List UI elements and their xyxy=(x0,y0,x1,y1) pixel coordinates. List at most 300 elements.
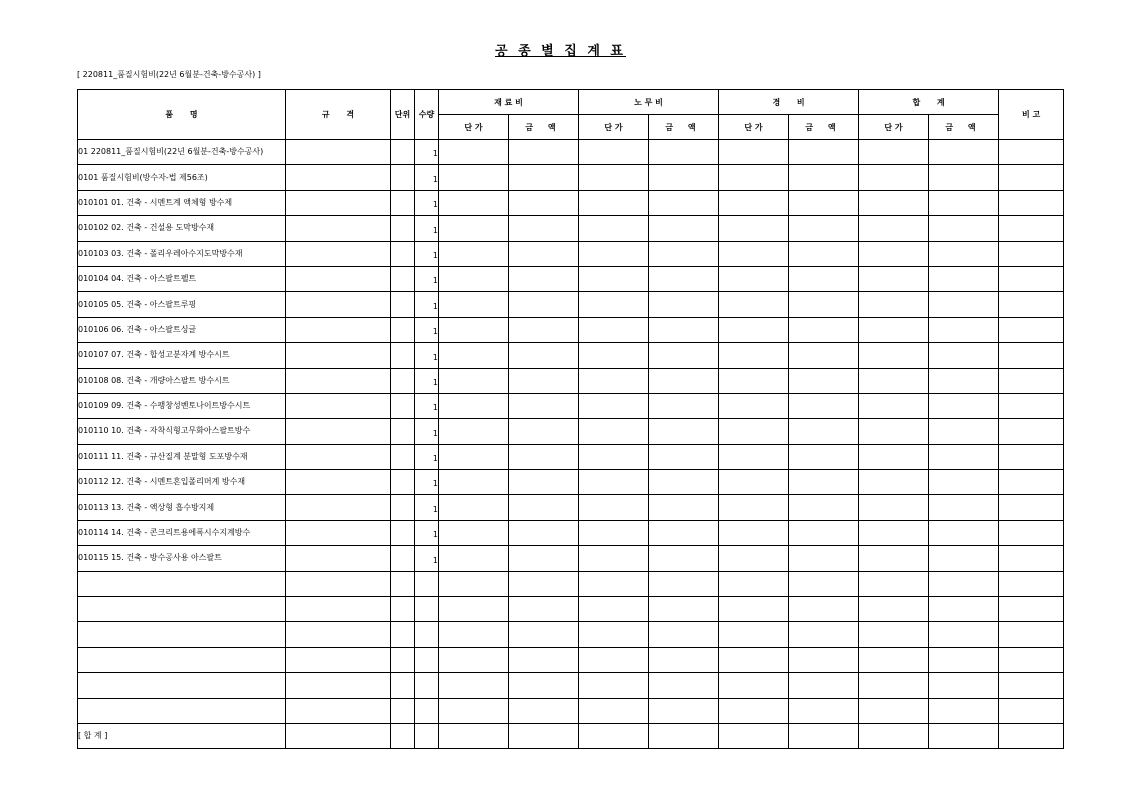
total-amount-cell xyxy=(929,190,999,215)
labor-amount-cell xyxy=(649,571,719,596)
quantity-value: 1 xyxy=(432,555,438,565)
expense-amount-cell xyxy=(789,266,859,291)
quantity-cell xyxy=(415,495,439,520)
remark-cell xyxy=(999,520,1064,545)
labor-amount-cell xyxy=(649,520,719,545)
quantity-value: 1 xyxy=(432,428,438,438)
labor-unit-price-cell xyxy=(579,673,649,698)
remark-cell xyxy=(999,597,1064,622)
quantity-cell xyxy=(415,597,439,622)
summary-table xyxy=(77,89,1064,749)
material-unit-price-cell xyxy=(439,495,509,520)
unit-cell xyxy=(391,622,415,647)
expense-amount-cell xyxy=(789,165,859,190)
table-row xyxy=(78,317,1064,342)
labor-amount-cell xyxy=(649,266,719,291)
expense-amount-cell xyxy=(789,368,859,393)
unit-cell xyxy=(391,343,415,368)
expense-unit-price-cell xyxy=(719,495,789,520)
total-amount-cell xyxy=(929,266,999,291)
total-amount-cell xyxy=(929,546,999,571)
total-amount-cell xyxy=(929,647,999,672)
item-name-cell: 010109 09. 건축 - 수팽창성벤토나이트방수시트 xyxy=(78,393,286,418)
total-amount-cell xyxy=(929,292,999,317)
header-material: 재 료 비 xyxy=(439,90,579,115)
expense-unit-price-cell xyxy=(719,419,789,444)
spec-cell xyxy=(286,470,391,495)
total-amount-cell xyxy=(929,216,999,241)
header-total-unit-price: 단 가 xyxy=(859,115,929,140)
quantity-cell xyxy=(415,165,439,190)
total-amount-cell xyxy=(929,673,999,698)
material-unit-price-cell xyxy=(439,140,509,165)
item-name-cell: 010104 04. 건축 - 아스팔트펠트 xyxy=(78,266,286,291)
total-amount-cell xyxy=(929,368,999,393)
labor-amount-cell xyxy=(649,495,719,520)
material-unit-price-cell xyxy=(439,343,509,368)
quantity-cell xyxy=(415,698,439,723)
quantity-cell xyxy=(415,343,439,368)
unit-cell xyxy=(391,597,415,622)
total-amount-cell xyxy=(929,241,999,266)
unit-cell xyxy=(391,241,415,266)
expense-unit-price-cell xyxy=(719,266,789,291)
table-row xyxy=(78,292,1064,317)
spec-cell xyxy=(286,571,391,596)
labor-amount-cell xyxy=(649,444,719,469)
item-name-cell xyxy=(78,571,286,596)
item-name-cell xyxy=(78,622,286,647)
expense-amount-cell xyxy=(789,216,859,241)
expense-amount-cell xyxy=(789,647,859,672)
quantity-value: 1 xyxy=(432,225,438,235)
labor-unit-price-cell xyxy=(579,520,649,545)
total-amount-cell xyxy=(929,597,999,622)
expense-unit-price-cell xyxy=(719,647,789,672)
expense-amount-cell xyxy=(789,444,859,469)
table-row xyxy=(78,470,1064,495)
item-name-cell: 010112 12. 건축 - 시멘트혼입폴리머계 방수재 xyxy=(78,470,286,495)
expense-unit-price-cell xyxy=(719,597,789,622)
quantity-cell xyxy=(415,419,439,444)
labor-amount-cell xyxy=(649,140,719,165)
item-name-cell: [ 합 계 ] xyxy=(78,723,286,748)
header-material-amount: 금 액 xyxy=(509,115,579,140)
quantity-value: 1 xyxy=(432,530,438,540)
quantity-cell xyxy=(415,292,439,317)
material-unit-price-cell xyxy=(439,216,509,241)
material-amount-cell xyxy=(509,292,579,317)
unit-cell xyxy=(391,216,415,241)
remark-cell xyxy=(999,165,1064,190)
labor-amount-cell xyxy=(649,317,719,342)
expense-amount-cell xyxy=(789,343,859,368)
remark-cell xyxy=(999,495,1064,520)
item-name-cell: 010114 14. 건축 - 콘크리트용에폭시수지계방수 xyxy=(78,520,286,545)
material-amount-cell xyxy=(509,165,579,190)
expense-unit-price-cell xyxy=(719,571,789,596)
document-subtitle: [ 220811_품질시험비(22년 6월분-건축-방수공사) ] xyxy=(77,70,261,79)
labor-unit-price-cell xyxy=(579,165,649,190)
material-amount-cell xyxy=(509,698,579,723)
total-unit-price-cell xyxy=(859,546,929,571)
total-unit-price-cell xyxy=(859,495,929,520)
table-row xyxy=(78,216,1064,241)
unit-cell xyxy=(391,292,415,317)
spec-cell xyxy=(286,419,391,444)
spec-cell xyxy=(286,546,391,571)
header-labor-unit-price: 단 가 xyxy=(579,115,649,140)
spec-cell xyxy=(286,495,391,520)
labor-amount-cell xyxy=(649,241,719,266)
item-name-cell: 010113 13. 건축 - 액상형 흡수방지제 xyxy=(78,495,286,520)
expense-amount-cell xyxy=(789,470,859,495)
labor-amount-cell xyxy=(649,673,719,698)
labor-unit-price-cell xyxy=(579,546,649,571)
total-amount-cell xyxy=(929,343,999,368)
labor-unit-price-cell xyxy=(579,698,649,723)
total-amount-cell xyxy=(929,393,999,418)
table-row xyxy=(78,571,1064,596)
expense-unit-price-cell xyxy=(719,368,789,393)
quantity-cell xyxy=(415,140,439,165)
material-unit-price-cell xyxy=(439,292,509,317)
material-amount-cell xyxy=(509,140,579,165)
unit-cell xyxy=(391,140,415,165)
quantity-value: 1 xyxy=(432,174,438,184)
table-row xyxy=(78,673,1064,698)
total-amount-cell xyxy=(929,470,999,495)
total-amount-cell xyxy=(929,317,999,342)
total-unit-price-cell xyxy=(859,165,929,190)
quantity-cell xyxy=(415,241,439,266)
material-amount-cell xyxy=(509,647,579,672)
total-unit-price-cell xyxy=(859,723,929,748)
unit-cell xyxy=(391,495,415,520)
total-unit-price-cell xyxy=(859,673,929,698)
unit-cell xyxy=(391,647,415,672)
material-unit-price-cell xyxy=(439,520,509,545)
header-unit: 단위 xyxy=(391,90,415,140)
material-amount-cell xyxy=(509,520,579,545)
quantity-cell xyxy=(415,647,439,672)
expense-unit-price-cell xyxy=(719,470,789,495)
material-amount-cell xyxy=(509,622,579,647)
expense-unit-price-cell xyxy=(719,343,789,368)
labor-unit-price-cell xyxy=(579,266,649,291)
table-row xyxy=(78,622,1064,647)
material-unit-price-cell xyxy=(439,647,509,672)
material-unit-price-cell xyxy=(439,368,509,393)
material-amount-cell xyxy=(509,419,579,444)
table-row xyxy=(78,343,1064,368)
spec-cell xyxy=(286,597,391,622)
total-amount-cell xyxy=(929,140,999,165)
remark-cell xyxy=(999,368,1064,393)
total-unit-price-cell xyxy=(859,520,929,545)
remark-cell xyxy=(999,140,1064,165)
total-amount-cell xyxy=(929,622,999,647)
material-amount-cell xyxy=(509,343,579,368)
labor-amount-cell xyxy=(649,190,719,215)
unit-cell xyxy=(391,419,415,444)
unit-cell xyxy=(391,165,415,190)
expense-amount-cell xyxy=(789,698,859,723)
total-unit-price-cell xyxy=(859,444,929,469)
labor-unit-price-cell xyxy=(579,419,649,444)
remark-cell xyxy=(999,216,1064,241)
labor-amount-cell xyxy=(649,698,719,723)
total-unit-price-cell xyxy=(859,190,929,215)
material-unit-price-cell xyxy=(439,165,509,190)
total-amount-cell xyxy=(929,520,999,545)
table-body xyxy=(78,140,1064,749)
remark-cell xyxy=(999,546,1064,571)
total-unit-price-cell xyxy=(859,140,929,165)
expense-amount-cell xyxy=(789,292,859,317)
expense-unit-price-cell xyxy=(719,723,789,748)
material-amount-cell xyxy=(509,266,579,291)
expense-unit-price-cell xyxy=(719,393,789,418)
quantity-cell xyxy=(415,317,439,342)
quantity-cell xyxy=(415,190,439,215)
expense-amount-cell xyxy=(789,140,859,165)
labor-amount-cell xyxy=(649,216,719,241)
remark-cell xyxy=(999,470,1064,495)
labor-amount-cell xyxy=(649,292,719,317)
labor-unit-price-cell xyxy=(579,647,649,672)
unit-cell xyxy=(391,571,415,596)
material-amount-cell xyxy=(509,393,579,418)
total-amount-cell xyxy=(929,444,999,469)
material-unit-price-cell xyxy=(439,673,509,698)
total-unit-price-cell xyxy=(859,343,929,368)
unit-cell xyxy=(391,470,415,495)
header-labor-amount: 금 액 xyxy=(649,115,719,140)
item-name-cell xyxy=(78,647,286,672)
material-amount-cell xyxy=(509,495,579,520)
labor-unit-price-cell xyxy=(579,292,649,317)
material-unit-price-cell xyxy=(439,393,509,418)
material-amount-cell xyxy=(509,597,579,622)
remark-cell xyxy=(999,698,1064,723)
material-unit-price-cell xyxy=(439,597,509,622)
table-row xyxy=(78,698,1064,723)
spec-cell xyxy=(286,647,391,672)
total-unit-price-cell xyxy=(859,393,929,418)
quantity-value: 1 xyxy=(432,200,438,210)
item-name-cell: 010107 07. 건축 - 합성고분자계 방수시트 xyxy=(78,343,286,368)
labor-amount-cell xyxy=(649,723,719,748)
table-row xyxy=(78,140,1064,165)
quantity-cell xyxy=(415,216,439,241)
unit-cell xyxy=(391,546,415,571)
table-row xyxy=(78,647,1064,672)
labor-amount-cell xyxy=(649,393,719,418)
expense-amount-cell xyxy=(789,419,859,444)
expense-unit-price-cell xyxy=(719,165,789,190)
total-unit-price-cell xyxy=(859,292,929,317)
header-remark: 비 고 xyxy=(999,90,1064,140)
spec-cell xyxy=(286,622,391,647)
remark-cell xyxy=(999,190,1064,215)
labor-amount-cell xyxy=(649,647,719,672)
expense-unit-price-cell xyxy=(719,444,789,469)
spec-cell xyxy=(286,368,391,393)
labor-unit-price-cell xyxy=(579,190,649,215)
item-name-cell: 010103 03. 건축 - 폴리우레아수지도막방수재 xyxy=(78,241,286,266)
remark-cell xyxy=(999,317,1064,342)
page-title: 공 종 별 집 계 표 xyxy=(495,44,626,59)
header-material-unit-price: 단 가 xyxy=(439,115,509,140)
spec-cell xyxy=(286,140,391,165)
quantity-cell xyxy=(415,520,439,545)
total-unit-price-cell xyxy=(859,597,929,622)
labor-unit-price-cell xyxy=(579,597,649,622)
quantity-cell xyxy=(415,546,439,571)
spec-cell xyxy=(286,520,391,545)
quantity-value: 1 xyxy=(432,327,438,337)
expense-unit-price-cell xyxy=(719,698,789,723)
labor-unit-price-cell xyxy=(579,393,649,418)
item-name-cell: 010102 02. 건축 - 건설용 도막방수재 xyxy=(78,216,286,241)
expense-amount-cell xyxy=(789,571,859,596)
table-row xyxy=(78,241,1064,266)
item-name-cell xyxy=(78,673,286,698)
header-spec: 규 격 xyxy=(286,90,391,140)
material-amount-cell xyxy=(509,571,579,596)
labor-amount-cell xyxy=(649,165,719,190)
quantity-value: 1 xyxy=(432,479,438,489)
header-name: 품 명 xyxy=(78,90,286,140)
header-labor: 노 무 비 xyxy=(579,90,719,115)
labor-unit-price-cell xyxy=(579,571,649,596)
unit-cell xyxy=(391,444,415,469)
material-unit-price-cell xyxy=(439,723,509,748)
quantity-value: 1 xyxy=(432,250,438,260)
labor-amount-cell xyxy=(649,419,719,444)
material-amount-cell xyxy=(509,216,579,241)
expense-unit-price-cell xyxy=(719,673,789,698)
unit-cell xyxy=(391,520,415,545)
material-amount-cell xyxy=(509,546,579,571)
spec-cell xyxy=(286,241,391,266)
table-row xyxy=(78,495,1064,520)
header-expense-unit-price: 단 가 xyxy=(719,115,789,140)
quantity-value: 1 xyxy=(432,352,438,362)
total-unit-price-cell xyxy=(859,647,929,672)
table-row xyxy=(78,723,1064,748)
labor-unit-price-cell xyxy=(579,140,649,165)
table-row xyxy=(78,165,1064,190)
total-unit-price-cell xyxy=(859,419,929,444)
total-amount-cell xyxy=(929,698,999,723)
total-unit-price-cell xyxy=(859,571,929,596)
quantity-cell xyxy=(415,571,439,596)
item-name-cell: 01 220811_품질시험비(22년 6월분-건축-방수공사) xyxy=(78,140,286,165)
material-unit-price-cell xyxy=(439,190,509,215)
item-name-cell xyxy=(78,597,286,622)
quantity-cell xyxy=(415,266,439,291)
unit-cell xyxy=(391,698,415,723)
material-unit-price-cell xyxy=(439,470,509,495)
remark-cell xyxy=(999,343,1064,368)
spec-cell xyxy=(286,673,391,698)
remark-cell xyxy=(999,444,1064,469)
labor-unit-price-cell xyxy=(579,343,649,368)
labor-amount-cell xyxy=(649,546,719,571)
table-row xyxy=(78,444,1064,469)
unit-cell xyxy=(391,190,415,215)
material-unit-price-cell xyxy=(439,241,509,266)
unit-cell xyxy=(391,673,415,698)
expense-unit-price-cell xyxy=(719,241,789,266)
quantity-cell xyxy=(415,673,439,698)
expense-amount-cell xyxy=(789,622,859,647)
spec-cell xyxy=(286,266,391,291)
quantity-cell xyxy=(415,393,439,418)
header-expense-amount: 금 액 xyxy=(789,115,859,140)
item-name-cell: 010108 08. 건축 - 개량아스팔트 방수시트 xyxy=(78,368,286,393)
expense-amount-cell xyxy=(789,673,859,698)
expense-unit-price-cell xyxy=(719,622,789,647)
header-expense: 경 비 xyxy=(719,90,859,115)
total-amount-cell xyxy=(929,419,999,444)
total-amount-cell xyxy=(929,495,999,520)
remark-cell xyxy=(999,266,1064,291)
expense-amount-cell xyxy=(789,495,859,520)
spec-cell xyxy=(286,393,391,418)
material-amount-cell xyxy=(509,317,579,342)
labor-unit-price-cell xyxy=(579,622,649,647)
expense-unit-price-cell xyxy=(719,520,789,545)
header-total-amount: 금 액 xyxy=(929,115,999,140)
header-qty: 수량 xyxy=(415,90,439,140)
labor-unit-price-cell xyxy=(579,444,649,469)
expense-amount-cell xyxy=(789,393,859,418)
table-row xyxy=(78,190,1064,215)
item-name-cell: 010115 15. 건축 - 방수공사용 아스팔트 xyxy=(78,546,286,571)
expense-unit-price-cell xyxy=(719,190,789,215)
labor-amount-cell xyxy=(649,368,719,393)
quantity-cell xyxy=(415,470,439,495)
expense-unit-price-cell xyxy=(719,292,789,317)
quantity-cell xyxy=(415,368,439,393)
expense-unit-price-cell xyxy=(719,140,789,165)
item-name-cell: 010105 05. 건축 - 아스팔트루핑 xyxy=(78,292,286,317)
total-unit-price-cell xyxy=(859,368,929,393)
item-name-cell: 010110 10. 건축 - 자착식형고무화아스팔트방수 xyxy=(78,419,286,444)
material-amount-cell xyxy=(509,723,579,748)
labor-amount-cell xyxy=(649,470,719,495)
expense-amount-cell xyxy=(789,241,859,266)
item-name-cell xyxy=(78,698,286,723)
remark-cell xyxy=(999,673,1064,698)
table-row xyxy=(78,266,1064,291)
labor-amount-cell xyxy=(649,343,719,368)
material-amount-cell xyxy=(509,444,579,469)
table-row xyxy=(78,368,1064,393)
labor-amount-cell xyxy=(649,597,719,622)
total-unit-price-cell xyxy=(859,317,929,342)
unit-cell xyxy=(391,317,415,342)
table-row xyxy=(78,546,1064,571)
total-amount-cell xyxy=(929,571,999,596)
expense-unit-price-cell xyxy=(719,216,789,241)
quantity-cell xyxy=(415,622,439,647)
labor-amount-cell xyxy=(649,622,719,647)
quantity-value: 1 xyxy=(432,149,438,159)
